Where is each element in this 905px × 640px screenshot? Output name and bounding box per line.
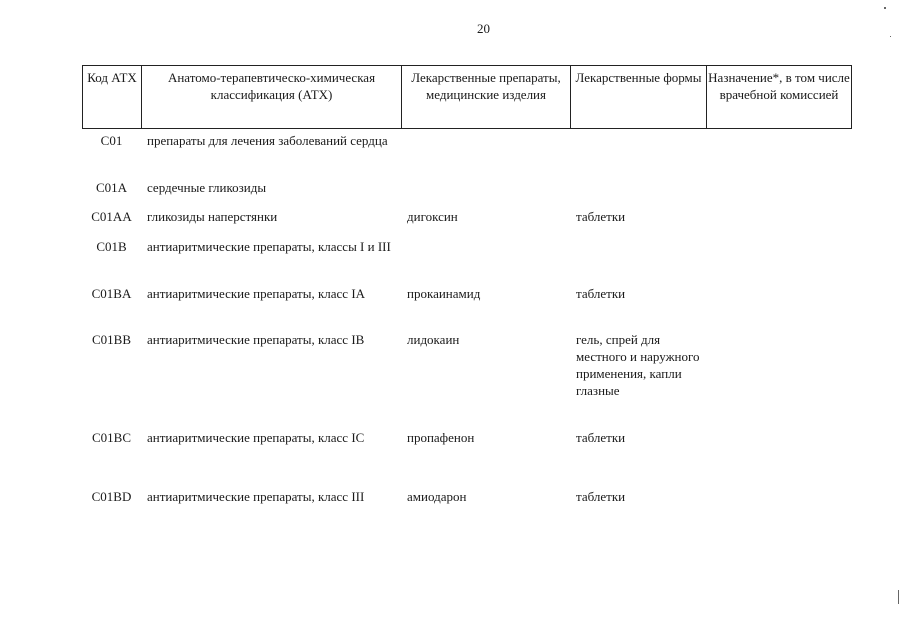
header-forms: Лекарственные формы [571, 66, 707, 128]
page-number: 20 [477, 21, 490, 36]
drug-name: амиодарон [407, 489, 467, 504]
dosage-form: гель, спрей для местного и наружного применения, капли глазные [576, 332, 700, 398]
atc-code: C01BB [91, 332, 131, 347]
atc-code: C01BC [91, 430, 131, 445]
atc-classification: препараты для лечения заболеваний сердца [147, 133, 388, 148]
atc-classification: антиаритмические препараты, класс IC [147, 430, 365, 445]
drug-name: дигоксин [407, 209, 458, 224]
scan-mark [890, 36, 891, 37]
atc-classification: антиаритмические препараты, класс IB [147, 332, 365, 347]
atc-classification: антиаритмические препараты, класс III [147, 489, 365, 504]
atc-code: C01BD [91, 489, 132, 504]
dosage-form: таблетки [576, 430, 626, 445]
header-purpose: Назначение*, в том числе врачебной комиссией [708, 70, 850, 102]
atc-classification: антиаритмические препараты, класс IA [147, 286, 366, 301]
dosage-form: таблетки [576, 209, 626, 224]
header-code: Код АТХ [83, 66, 142, 128]
dosage-form: таблетки [576, 286, 626, 301]
header-drugs: Лекарственные препараты, медицинские изделия [402, 66, 571, 128]
drug-name: пропафенон [407, 430, 475, 445]
header-classification: Анатомо-терапевтическо-химическая классификация (АТХ) [142, 66, 402, 128]
atc-classification: гликозиды наперстянки [147, 209, 278, 224]
atc-classification: антиаритмические препараты, классы I и III [147, 239, 391, 254]
atc-code: C01BA [91, 286, 132, 301]
atc-code: C01A [95, 180, 128, 195]
drug-name: лидокаин [407, 332, 460, 347]
drug-name: прокаинамид [407, 286, 481, 301]
atc-code: C01 [100, 133, 123, 148]
scan-mark [884, 7, 886, 9]
table-header [82, 65, 852, 129]
atc-code: C01B [96, 239, 127, 254]
scan-mark [898, 590, 899, 604]
dosage-form: таблетки [576, 489, 626, 504]
atc-classification: сердечные гликозиды [147, 180, 267, 195]
atc-code: C01AA [91, 209, 132, 224]
